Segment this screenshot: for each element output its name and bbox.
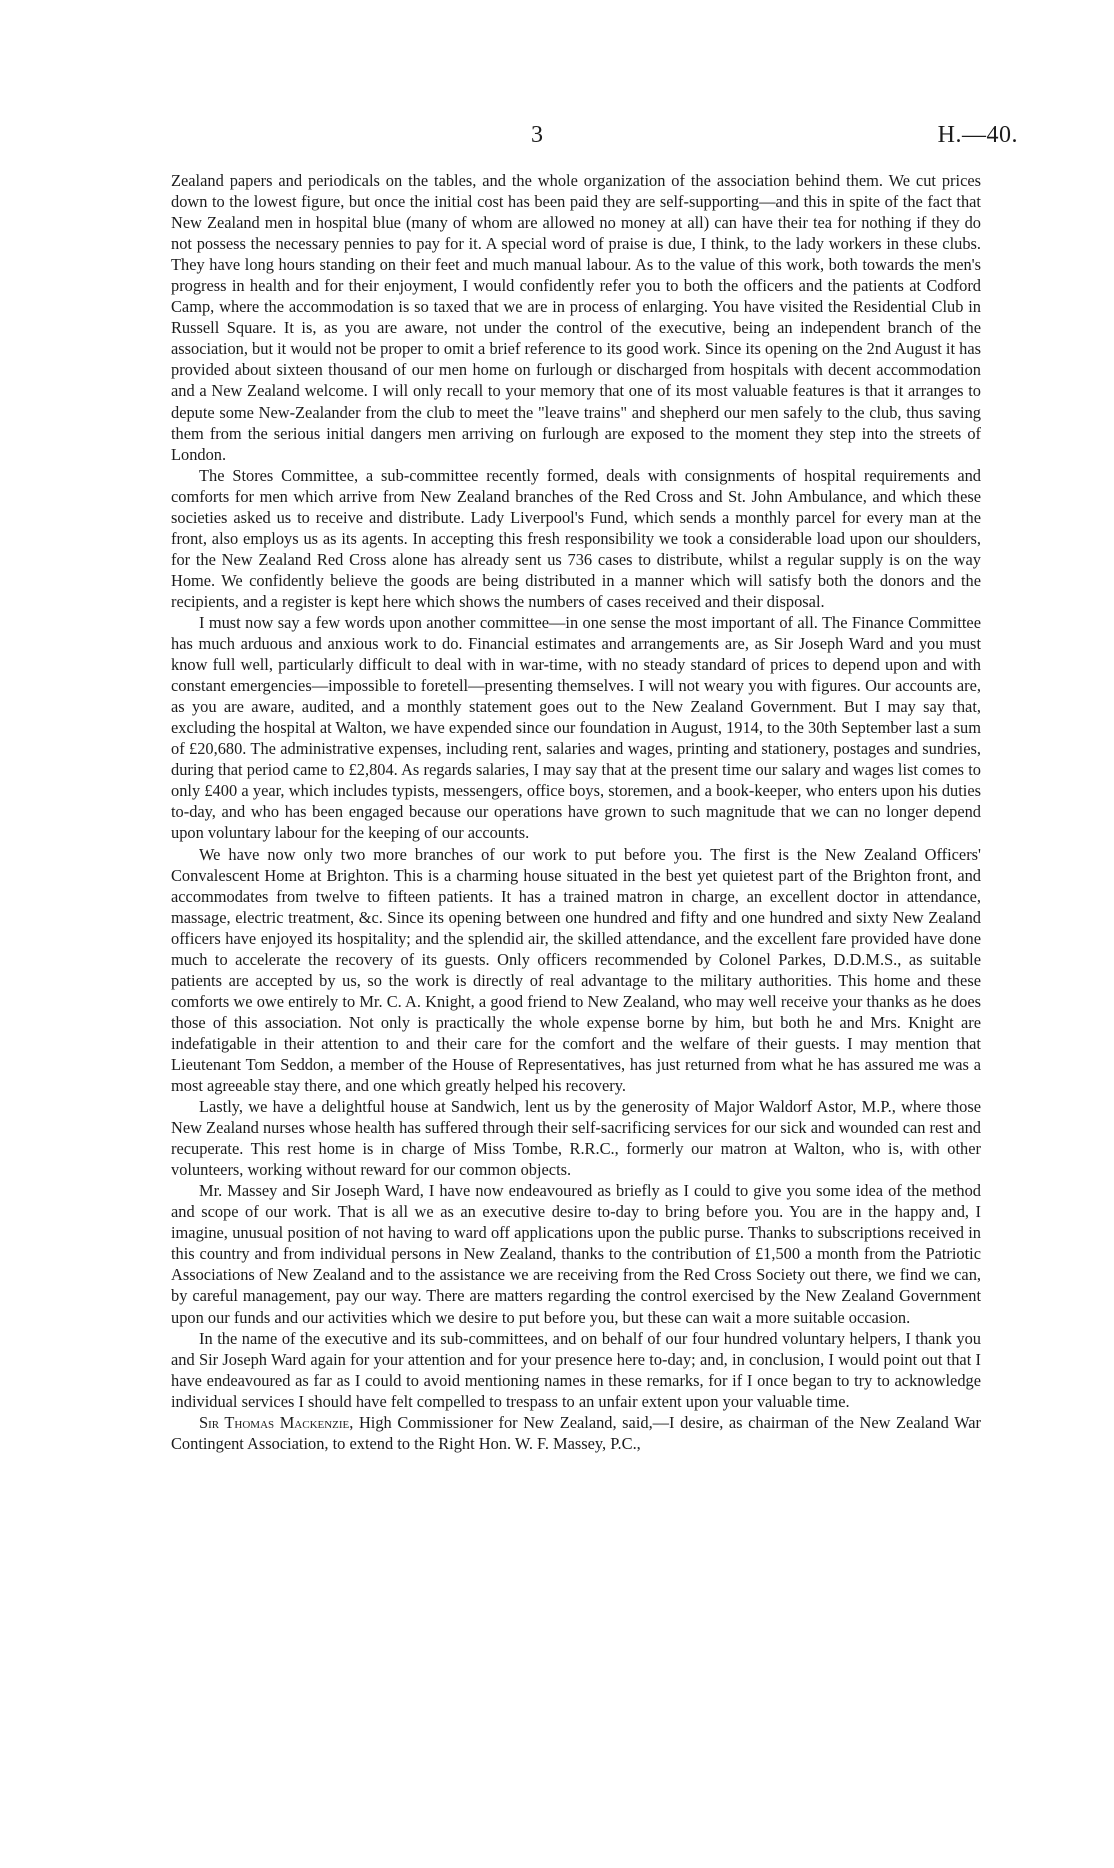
paragraph-sandwich-rest-home: Lastly, we have a delightful house at Sandwich, lent us by the generosity of Major Waldorf Astor, M.P., where those New Zealand nurses whose health has suffered through their self-sacrificing services for our sick and wounded can rest and recuperate. This rest home is in charge of Miss Tombe, R.R.C., formerly our matron at Walton, who is, with other volunteers, working without reward for our common objects. — [171, 1097, 981, 1180]
paragraph-continued: Zealand papers and periodicals on the tables, and the whole organization of the association behind them. We cut prices down to the lowest figure, but once the initial cost has been paid they are self-supporting—and this in spite of the fact that New Zealand men in hospital blue (many of whom are allowed no money at all) can have their tea for nothing if they do not possess the necessary pennies to pay for it. A special word of praise is due, I think, to the lady workers in these clubs. They have long hours standing on their feet and much manual labour. As to the value of this work, both towards the men's progress in health and for their enjoyment, I would confidently refer you to both the officers and the patients at Codford Camp, where the accommodation is so taxed that we are in process of enlarging. You have visited the Residential Club in Russell Square. It is, as you are aware, not under the control of the executive, being an independent branch of the association, but it would not be proper to omit a brief reference to its good work. Since its opening on the 2nd August it has provided about sixteen thousand of our men home on furlough or discharged from hospitals with decent accommodation and a New Zealand welcome. I will only recall to your memory that one of its most valuable features is that it arranges to depute some New-Zealander from the club to meet the "leave trains" and shepherd our men safely to the club, thus saving them from the serious initial dangers men arriving on furlough are exposed to the moment they step into the streets of London. — [171, 171, 981, 464]
speech-text: , High Commissioner for New Zealand, said,—I desire, as chairman of the New Zealand War Contingent Association, to extend to the Right Hon. W. F. Massey, P.C., — [171, 1412, 981, 1453]
paragraph-finance-committee: I must now say a few words upon another committee—in one sense the most important of all. The Finance Committee has much arduous and anxious work to do. Financial estimates and arrangements are, as Sir Joseph Ward and you must know full well, particularly difficult to deal with in war-time, with no steady standard of prices to depend upon and with constant emergencies—impossible to foretell—presenting themselves. I will not weary you with figures. Our accounts are, as you are aware, audited, and a monthly statement goes out to the New Zealand Government. But I may say that, excluding the hospital at Walton, we have expended since our foundation in August, 1914, to the 30th September last a sum of £20,680. The administrative expenses, including rent, salaries and wages, printing and stationery, postages and sundries, during that period came to £2,804. As regards salaries, I may say that at the present time our salary and wages list comes to only £400 a year, which includes typists, messengers, office boys, storemen, and a book-keeper, who enters upon his duties to-day, and who has been engaged because our operations have grown to such magnitude that we can no longer depend upon voluntary labour for the keeping of our accounts. — [171, 612, 982, 843]
body-text — [171, 170, 981, 1454]
paragraph-stores-committee: The Stores Committee, a sub-committee recently formed, deals with consignments of hospital requirements and comforts for men which arrive from New Zealand branches of the Red Cross and St. John Ambulance, and which these societies asked us to receive and distribute. Lady Liverpool's Fund, which sends a monthly parcel for every man at the front, also employs us as its agents. In accepting this fresh responsibility we took a considerable load upon our shoulders, for the New Zealand Red Cross alone has already sent us 736 cases to distribute, whilst a regular supply is on the way Home. We confidently believe the goods are being distributed in a manner which will satisfy both the donors and the recipients, and a register is kept here which shows the numbers of cases received and their disposal. — [171, 465, 981, 611]
speaker-name: Sir Thomas Mackenzie — [199, 1412, 350, 1432]
paragraph-address-massey: Mr. Massey and Sir Joseph Ward, I have now endeavoured as briefly as I could to give you some idea of the method and scope of our work. That is all we as an executive desire to-day to bring before you. You are in the happy and, I imagine, unusual position of not having to ward off applications upon the public purse. Thanks to subscriptions received in this country and from individual persons in New Zealand, thanks to the contribution of £1,500 a month from the Patriotic Associations of New Zealand and to the assistance we are receiving from the Red Cross Society out there, we find we can, by careful management, pay our way. There are matters regarding the control exercised by the New Zealand Government upon our funds and our activities which we desire to put before you, but these can wait a more suitable occasion. — [171, 1181, 981, 1327]
paragraph-convalescent-home: We have now only two more branches of our work to put before you. The first is the New Zealand Officers' Convalescent Home at Brighton. This is a charming house situated in the best yet quietest part of the Brighton front, and accommodates from twelve to fifteen patients. It has a trained matron in charge, an excellent doctor in attendance, massage, electric treatment, &c. Since its opening between one hundred and fifty and one hundred and sixty New Zealand officers have enjoyed its hospitality; and the splendid air, the skilled attendance, and the excellent fare provided have done much to accelerate the recovery of its guests. Only officers recommended by Colonel Parkes, D.D.M.S., as suitable patients are accepted by us, so the work is directly of real advantage to the military authorities. This home and these comforts we owe entirely to Mr. C. A. Knight, a good friend to New Zealand, who may well receive your thanks as he does those of this association. Not only is practically the whole expense borne by him, but both he and Mrs. Knight are indefatigable in their attention to and their care for the comfort and the welfare of their guests. I may mention that Lieutenant Tom Seddon, a member of the House of Representatives, has just returned from what he has assured me was a most agreeable stay there, and one which greatly helped his recovery. — [171, 844, 981, 1096]
document-reference: H.—40. — [937, 122, 1018, 148]
paragraph-thanks: In the name of the executive and its sub-committees, and on behalf of our four hundred voluntary helpers, I thank you and Sir Joseph Ward again for your attention and for your presence here to-day; and, in conclusion, I would point out that I have endeavoured as far as I could to avoid mentioning names in these remarks, for if I once began to try to acknowledge individual services I should have felt compelled to trespass to an unfair extent upon your valuable time. — [171, 1328, 981, 1411]
paragraph-mackenzie-speech — [171, 1412, 981, 1454]
page-header — [0, 122, 1114, 162]
page-number: 3 — [531, 122, 543, 148]
